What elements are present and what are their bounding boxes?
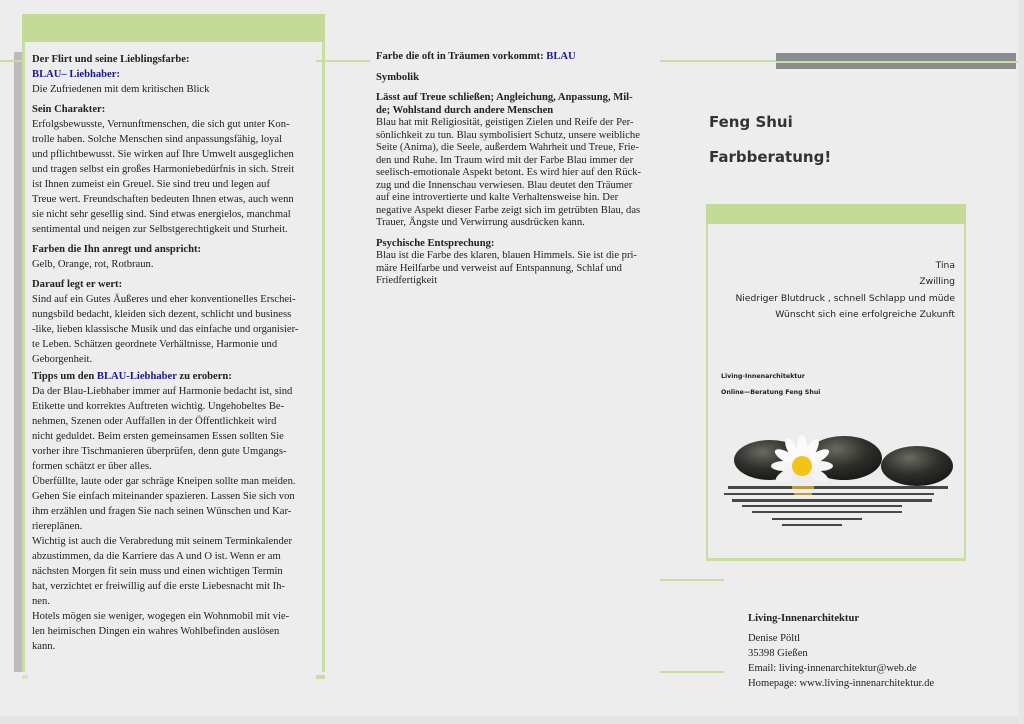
tips-heading-suffix: zu erobern: <box>176 371 232 382</box>
left-panel-foot-left <box>22 675 28 679</box>
text-line: trolle haben. Solche Menschen sind anpassungsfähig, loyal <box>32 134 283 145</box>
section-heading: Darauf legt er wert: <box>32 279 123 290</box>
left-panel-text <box>32 52 314 654</box>
left-panel-frame-right <box>322 42 325 672</box>
brand-small: Living-Innenarchitektur <box>721 373 805 380</box>
text-line: Blau ist die Farbe des klaren, blauen Himmels. Sie ist die pri- <box>376 250 637 261</box>
middle-panel-rule-left <box>334 60 370 62</box>
section-character <box>32 102 314 237</box>
contact-name: Denise Pöltl <box>748 633 801 644</box>
text-line: ihm erzählen und fragen Sie nach seinen Wünschen und Kar- <box>32 506 292 517</box>
text-line: sönlichkeit zu tun. Blau symbolisiert Schutz, unsere weibliche <box>376 129 640 141</box>
cover-box-header <box>706 204 966 224</box>
text-line: ist Ihnen zumeist ein Greuel. Sie sind treu und legen auf <box>32 179 271 190</box>
cover-title-line2: Farbberatung! <box>709 148 832 166</box>
section-tips <box>32 369 314 654</box>
contact-email[interactable]: Email: living-innenarchitektur@web.de <box>748 663 917 674</box>
left-panel-tagline: Die Zufriedenen mit dem kritischen Blick <box>32 84 210 95</box>
left-panel-title: Der Flirt und seine Lieblingsfarbe: <box>32 54 190 65</box>
contact-homepage[interactable]: Homepage: www.living-innenarchitektur.de <box>748 678 935 689</box>
text-line: Trauer, Ängste und Verwirrung ausdrücken kann. <box>376 217 585 228</box>
client-info <box>712 258 955 323</box>
left-panel-frame-left <box>22 42 25 672</box>
middle-panel-rule-right <box>660 60 780 62</box>
text-line: Da der Blau-Liebhaber immer auf Harmonie bedacht ist, sind <box>32 386 293 397</box>
middle-heading-prefix: Farbe die oft in Träumen vorkommt: <box>376 51 547 62</box>
client-condition: Niedriger Blutdruck , schnell Schlapp und müde <box>735 292 955 304</box>
text-line: Hotels mögen sie weniger, wogegen ein Wohnmobil mit vie- <box>32 611 290 622</box>
section-heading: Farben die Ihn anregt und anspricht: <box>32 244 202 255</box>
psych-heading: Psychische Entsprechung: <box>376 237 495 249</box>
text-line: seelisch-emotionale Aspekt betont. Es wird hier auf den Rück- <box>376 167 642 178</box>
bold-line: Lässt auf Treue schließen; Angleichung, Anpassung, Mil- <box>376 92 633 103</box>
middle-heading-highlight: BLAU <box>546 51 576 62</box>
text-line: nächsten Morgen fit sein muss und einen wichtigen Termin <box>32 566 283 577</box>
client-name: Tina <box>935 260 955 271</box>
text-line: te Leben. Schätzen geordnete Verhältnisse, Harmonie und <box>32 339 278 350</box>
bold-line: de; Wohlstand durch andere Menschen <box>376 104 554 116</box>
contact-rule-top <box>660 579 724 581</box>
text-line: formen schätzt er über alles. <box>32 461 152 472</box>
section-colors <box>32 242 314 272</box>
left-panel-subtitle: BLAU– Liebhaber: <box>32 69 120 80</box>
text-line: sentimental und neigen zur Selbstgerechtigkeit und Sturheit. <box>32 224 288 235</box>
text-line: -like, lieben klassische Musik und das einfache und organisier- <box>32 324 299 335</box>
text-line: Etikette und korrektes Auftreten wichtig. Ungehobeltes Be- <box>32 401 285 412</box>
client-wish: Wünscht sich eine erfolgreiche Zukunft <box>775 308 955 320</box>
text-line: Seite (Anima), die Seele, außerdem Wahrheit und Treue, Frie- <box>376 142 639 153</box>
text-line: Blau hat mit Religiosität, geistigen Zielen und Reife der Per- <box>376 117 634 128</box>
text-line: Überfüllte, laute oder gar schräge Kneipen sollte man meiden. <box>32 476 296 487</box>
middle-panel-heading <box>376 51 656 64</box>
text-line: riereplänen. <box>32 521 83 532</box>
text-line: nen. <box>32 596 50 607</box>
symbolik-heading: Symbolik <box>376 71 419 83</box>
text-line: Wichtig ist auch die Verabredung mit seinem Terminkalender <box>32 536 292 547</box>
stones-daisy-illustration <box>722 430 954 542</box>
left-panel-foot-right <box>316 675 325 679</box>
text-line: auf eine introvertierte und kalte Verhaltensweise hin. Der <box>376 192 619 203</box>
stones-daisy-image <box>722 430 954 542</box>
text-line: Friedfertigkeit <box>376 275 438 286</box>
contact-rule-bottom <box>660 671 724 673</box>
text-line: abzustimmen, da die Karriere das A und O ist. Wenn er am <box>32 551 281 562</box>
left-panel-gray-bar <box>14 52 22 672</box>
text-line: sie nicht sehr gesellig sind. Sind etwas energielos, manchmal <box>32 209 291 220</box>
page-bottom-edge <box>0 716 1024 724</box>
middle-panel-text <box>376 51 656 288</box>
left-panel-rule-left <box>0 60 22 62</box>
text-line: vorher ihre Tischmanieren überprüfen, denn gute Umgangs- <box>32 446 287 457</box>
contact-block <box>748 611 1008 691</box>
text-line: Erfolgsbewusste, Vernunftmenschen, die sich gut unter Kon- <box>32 119 290 130</box>
tips-heading <box>32 369 314 384</box>
text-line: nicht geduldet. Beim ersten gemeinsamen Essen sollten Sie <box>32 431 284 442</box>
text-line: Treue wert. Freundschaften bedeuten Ihnen etwas, auch wenn <box>32 194 294 205</box>
text-line: negative Aspekt dieser Farbe zeigt sich im getrübten Blau, das <box>376 204 641 216</box>
tips-heading-prefix: Tipps um den <box>32 371 97 382</box>
text-line: zug und die Innenschau verwiesen. Blau deutet den Träumer <box>376 179 633 191</box>
text-line: und pflichtbewusst. Sie wirken auf Ihre Umwelt ausgeglichen <box>32 149 294 160</box>
text-line: hat, verzichtet er freiwillig auf die erste Liebesnacht mit Ih- <box>32 581 285 592</box>
text-line: Gehen Sie einfach miteinander spazieren. Lassen Sie sich von <box>32 491 295 502</box>
text-line: nehmen, Szenen oder Auffallen in der Öffentlichkeit wird <box>32 416 277 427</box>
left-panel-header-bar <box>22 14 325 42</box>
cover-green-rule <box>776 61 1024 63</box>
text-line: nungsbild bedacht, kleiden sich dezent, schlicht und business <box>32 309 292 320</box>
contact-city: 35398 Gießen <box>748 648 808 659</box>
text-line: Sind auf ein Gutes Äußeres und eher konventionelles Erschei- <box>32 294 296 305</box>
page-right-edge <box>1018 0 1024 724</box>
text-line: und tragen selbst ein großes Harmoniebedürfnis in sich. Streit <box>32 164 295 175</box>
section-heading: Sein Charakter: <box>32 104 106 115</box>
text-line: den und Ruhe. Im Traum wird mit der Farbe Blau immer der <box>376 154 634 166</box>
contact-company: Living-Innenarchitektur <box>748 613 860 624</box>
text-line: Geborgenheit. <box>32 354 93 365</box>
client-sign: Zwilling <box>919 276 955 288</box>
text-line: märe Heilfarbe und verweist auf Entspannung, Schlaf und <box>376 262 622 274</box>
cover-title-line1: Feng Shui <box>709 113 793 131</box>
service-small: Online—Beratung Feng Shui <box>721 389 821 396</box>
text-line: len heimischen Dingen ein wahres Wohlbefinden auslösen <box>32 626 280 637</box>
tips-heading-highlight: BLAU-Liebhaber <box>96 371 177 382</box>
text-line: Gelb, Orange, rot, Rotbraun. <box>32 259 154 270</box>
section-values <box>32 277 314 367</box>
text-line: kann. <box>32 641 56 652</box>
